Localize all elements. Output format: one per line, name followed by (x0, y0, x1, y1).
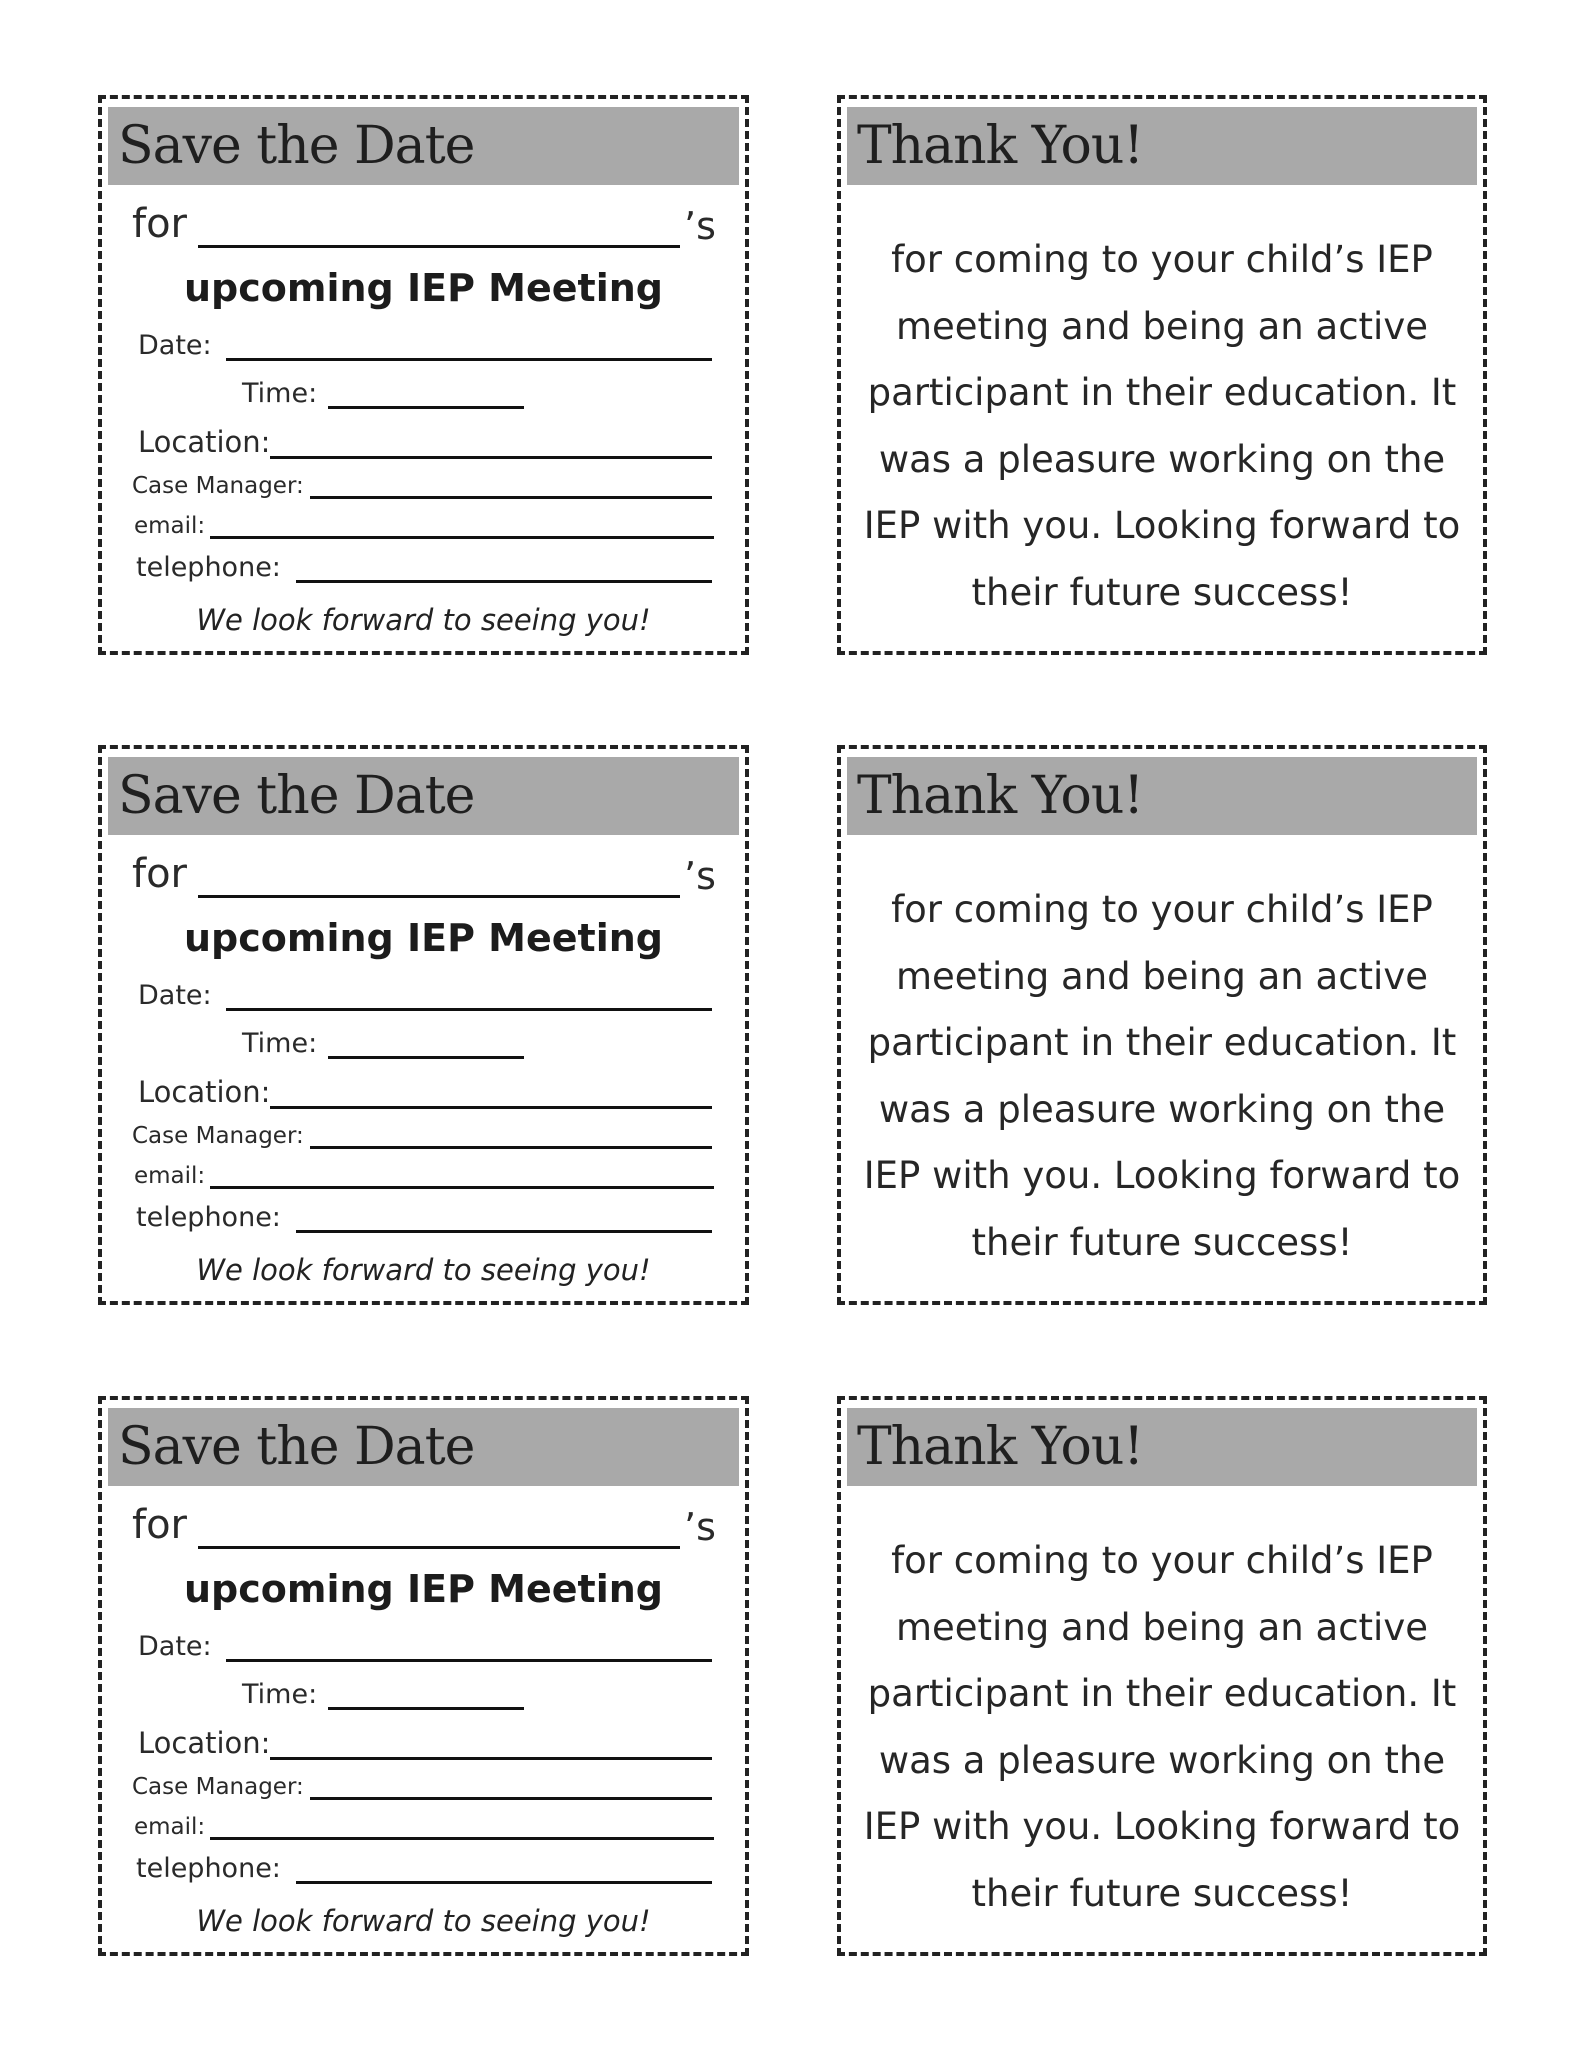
location-label: Location: (138, 425, 271, 459)
save-the-date-card (98, 95, 749, 655)
card-title: Thank You! (857, 766, 1144, 826)
thank-you-message (851, 227, 1473, 626)
date-blank (226, 1008, 712, 1011)
email-blank (210, 1186, 714, 1189)
card-title: Save the Date (118, 1417, 475, 1477)
for-label: for (132, 851, 187, 897)
location-label: Location: (138, 1075, 271, 1109)
location-blank (270, 1106, 712, 1109)
date-label: Date: (138, 330, 212, 361)
location-blank (270, 1757, 712, 1760)
telephone-blank (296, 580, 712, 583)
save-the-date-card (98, 1396, 749, 1956)
possessive-suffix: ’s (684, 204, 716, 248)
telephone-label: telephone: (136, 552, 281, 583)
card-title: Save the Date (118, 766, 475, 826)
message-line: their future success! (971, 1220, 1353, 1264)
email-field (134, 1157, 714, 1193)
time-field (242, 1678, 524, 1714)
telephone-field (136, 551, 712, 587)
message-line: for coming to your child’s IEP (891, 1539, 1433, 1582)
case-manager-label: Case Manager: (132, 473, 304, 499)
time-blank (328, 406, 524, 409)
time-field (242, 1027, 524, 1063)
message-line: was a pleasure working on the (878, 437, 1446, 481)
location-blank (270, 456, 712, 459)
possessive-suffix: ’s (684, 854, 716, 898)
student-name-row (132, 847, 722, 901)
case-manager-blank (310, 1797, 712, 1800)
card-banner (108, 757, 739, 835)
email-label: email: (134, 1814, 206, 1840)
card-title: Thank You! (857, 116, 1144, 176)
message-line: for coming to your child’s IEP (891, 238, 1433, 281)
telephone-label: telephone: (136, 1853, 281, 1884)
case-manager-field (132, 1117, 712, 1153)
thank-you-card (837, 745, 1487, 1305)
card-banner (108, 107, 739, 185)
time-blank (328, 1056, 524, 1059)
location-field (138, 427, 712, 463)
card-banner (108, 1408, 739, 1486)
telephone-label: telephone: (136, 1202, 281, 1233)
date-field (138, 329, 712, 365)
telephone-blank (296, 1881, 712, 1884)
date-field (138, 979, 712, 1015)
date-field (138, 1630, 712, 1666)
thank-you-message (851, 877, 1473, 1276)
closing-message: We look forward to seeing you! (196, 603, 651, 637)
message-line: was a pleasure working on the (878, 1738, 1446, 1782)
location-field (138, 1728, 712, 1764)
message-line: their future success! (971, 1871, 1353, 1915)
location-field (138, 1077, 712, 1113)
email-label: email: (134, 1163, 206, 1189)
card-title: Save the Date (118, 116, 475, 176)
message-line: participant in their education. It (867, 1672, 1457, 1715)
student-name-row (132, 197, 722, 251)
email-field (134, 507, 714, 543)
message-line: meeting and being an active (895, 1605, 1428, 1649)
message-line: their future success! (971, 570, 1353, 614)
time-label: Time: (242, 378, 318, 409)
thank-you-card (837, 95, 1487, 655)
message-line: meeting and being an active (895, 304, 1428, 348)
email-blank (210, 1837, 714, 1840)
card-banner (847, 757, 1477, 835)
meeting-title: upcoming IEP Meeting (184, 1567, 663, 1611)
case-manager-field (132, 467, 712, 503)
message-line: participant in their education. It (867, 1021, 1457, 1064)
time-label: Time: (242, 1679, 318, 1710)
message-line: IEP with you. Looking forward to (863, 1154, 1461, 1197)
card-title: Thank You! (857, 1417, 1144, 1477)
telephone-field (136, 1201, 712, 1237)
case-manager-label: Case Manager: (132, 1123, 304, 1149)
card-banner (847, 1408, 1477, 1486)
location-label: Location: (138, 1726, 271, 1760)
message-line: participant in their education. It (867, 371, 1457, 414)
meeting-title: upcoming IEP Meeting (184, 266, 663, 310)
email-field (134, 1808, 714, 1844)
card-banner (847, 107, 1477, 185)
case-manager-blank (310, 1146, 712, 1149)
date-blank (226, 1659, 712, 1662)
case-manager-label: Case Manager: (132, 1774, 304, 1800)
student-name-row (132, 1498, 722, 1552)
closing-message: We look forward to seeing you! (196, 1253, 651, 1287)
meeting-title: upcoming IEP Meeting (184, 916, 663, 960)
message-line: IEP with you. Looking forward to (863, 504, 1461, 547)
message-line: was a pleasure working on the (878, 1087, 1446, 1131)
for-label: for (132, 1502, 187, 1548)
email-blank (210, 536, 714, 539)
telephone-field (136, 1852, 712, 1888)
telephone-blank (296, 1230, 712, 1233)
student-name-blank (198, 895, 680, 898)
thank-you-message (851, 1528, 1473, 1927)
time-blank (328, 1707, 524, 1710)
date-label: Date: (138, 1631, 212, 1662)
thank-you-card (837, 1396, 1487, 1956)
date-label: Date: (138, 980, 212, 1011)
closing-message: We look forward to seeing you! (196, 1904, 651, 1938)
time-label: Time: (242, 1028, 318, 1059)
save-the-date-card (98, 745, 749, 1305)
message-line: IEP with you. Looking forward to (863, 1805, 1461, 1848)
date-blank (226, 358, 712, 361)
possessive-suffix: ’s (684, 1505, 716, 1549)
email-label: email: (134, 513, 206, 539)
case-manager-blank (310, 496, 712, 499)
student-name-blank (198, 245, 680, 248)
case-manager-field (132, 1768, 712, 1804)
time-field (242, 377, 524, 413)
message-line: for coming to your child’s IEP (891, 888, 1433, 931)
for-label: for (132, 201, 187, 247)
message-line: meeting and being an active (895, 954, 1428, 998)
student-name-blank (198, 1546, 680, 1549)
